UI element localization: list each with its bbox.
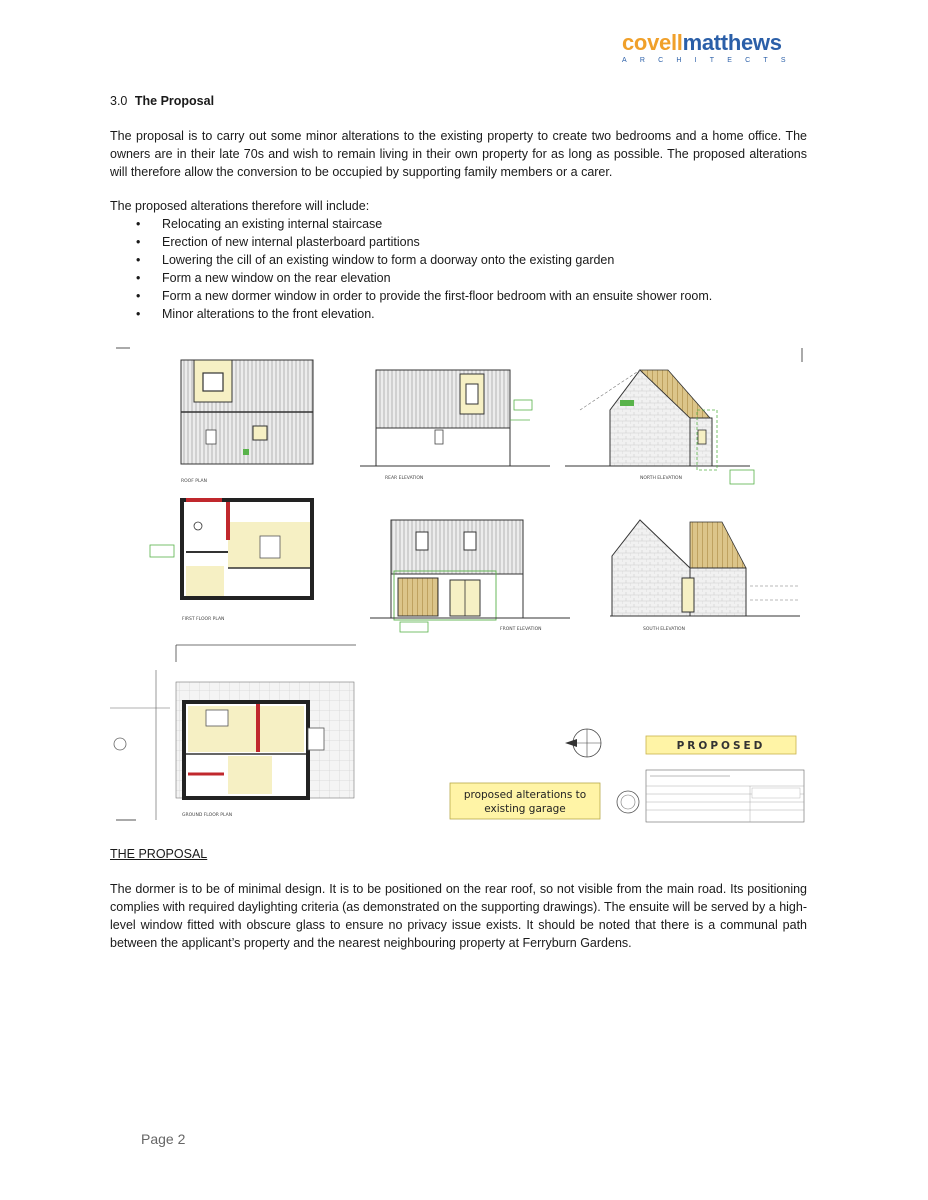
ground-floor-plan-label: GROUND FLOOR PLAN	[182, 813, 233, 818]
north-elevation-label: NORTH ELEVATION	[640, 476, 682, 481]
rear-elevation-label: REAR ELEVATION	[385, 476, 424, 481]
list-item: • Form a new window on the rear elevation	[136, 269, 816, 287]
rear-elevation	[360, 370, 550, 481]
south-elevation-label: SOUTH ELEVATION	[643, 627, 685, 632]
proposed-drawings-sheet	[110, 340, 808, 826]
list-item: • Erection of new internal plasterboard partitions	[136, 233, 816, 251]
list-item: • Minor alterations to the front elevation.	[136, 305, 816, 323]
alterations-list	[136, 215, 816, 323]
logo-wordmark-part1: covell	[622, 30, 683, 55]
caption-line-1: proposed alterations to	[463, 789, 587, 801]
company-logo	[622, 30, 800, 64]
logo-wordmark	[622, 30, 800, 56]
page-number: Page 2	[141, 1131, 186, 1147]
roof-plan	[181, 360, 313, 484]
proposal-paragraph: The dormer is to be of minimal design. It is to be positioned on the rear roof, so not visible from the main road. Its positioning complies with required daylighting criteria (as demonstrated on the supporting drawings). The ensuite will be served by a high-level window fitted with obscure glass to ensure no privacy issue exists. It should be noted that there is a communal path between the applicant’s property and the nearest neighbouring property at Ferryburn Gardens.	[110, 882, 807, 950]
section-heading	[110, 94, 214, 108]
front-elevation-label: FRONT ELEVATION	[500, 627, 542, 632]
proposal-heading: THE PROPOSAL	[110, 847, 208, 861]
front-elevation	[370, 520, 570, 632]
north-elevation	[565, 370, 754, 484]
intro-paragraph: The proposal is to carry out some minor alterations to the existing property to create two bedrooms and a home office. The owners are in their late 70s and wish to remain living in their own property for as long as possible. The proposed alterations will therefore allow the conversion to be occupied by supporting family members or a carer.	[110, 129, 807, 179]
approval-seal-icon	[617, 791, 639, 813]
title-block	[646, 770, 804, 822]
south-elevation	[610, 520, 800, 632]
ground-floor-plan	[110, 645, 356, 820]
list-item: • Lowering the cill of an existing window to form a doorway onto the existing garden	[136, 251, 816, 269]
list-intro: The proposed alterations therefore will include:	[110, 199, 370, 213]
logo-subtitle: ARCHITECTS	[622, 57, 799, 64]
caption-line-2: existing garage	[484, 803, 566, 815]
first-floor-plan-label: FIRST FLOOR PLAN	[182, 617, 225, 622]
section-number: 3.0	[110, 94, 128, 108]
logo-wordmark-part2: matthews	[682, 30, 782, 55]
list-item: • Form a new dormer window in order to provide the first-floor bedroom with an ensuite shower room.	[136, 287, 816, 305]
north-arrow-icon	[565, 729, 601, 757]
status-label: PROPOSED	[676, 740, 766, 752]
roof-plan-label: ROOF PLAN	[181, 479, 207, 484]
first-floor-plan	[150, 500, 312, 622]
list-item: • Relocating an existing internal staircase	[136, 215, 816, 233]
section-title: The Proposal	[134, 94, 215, 108]
